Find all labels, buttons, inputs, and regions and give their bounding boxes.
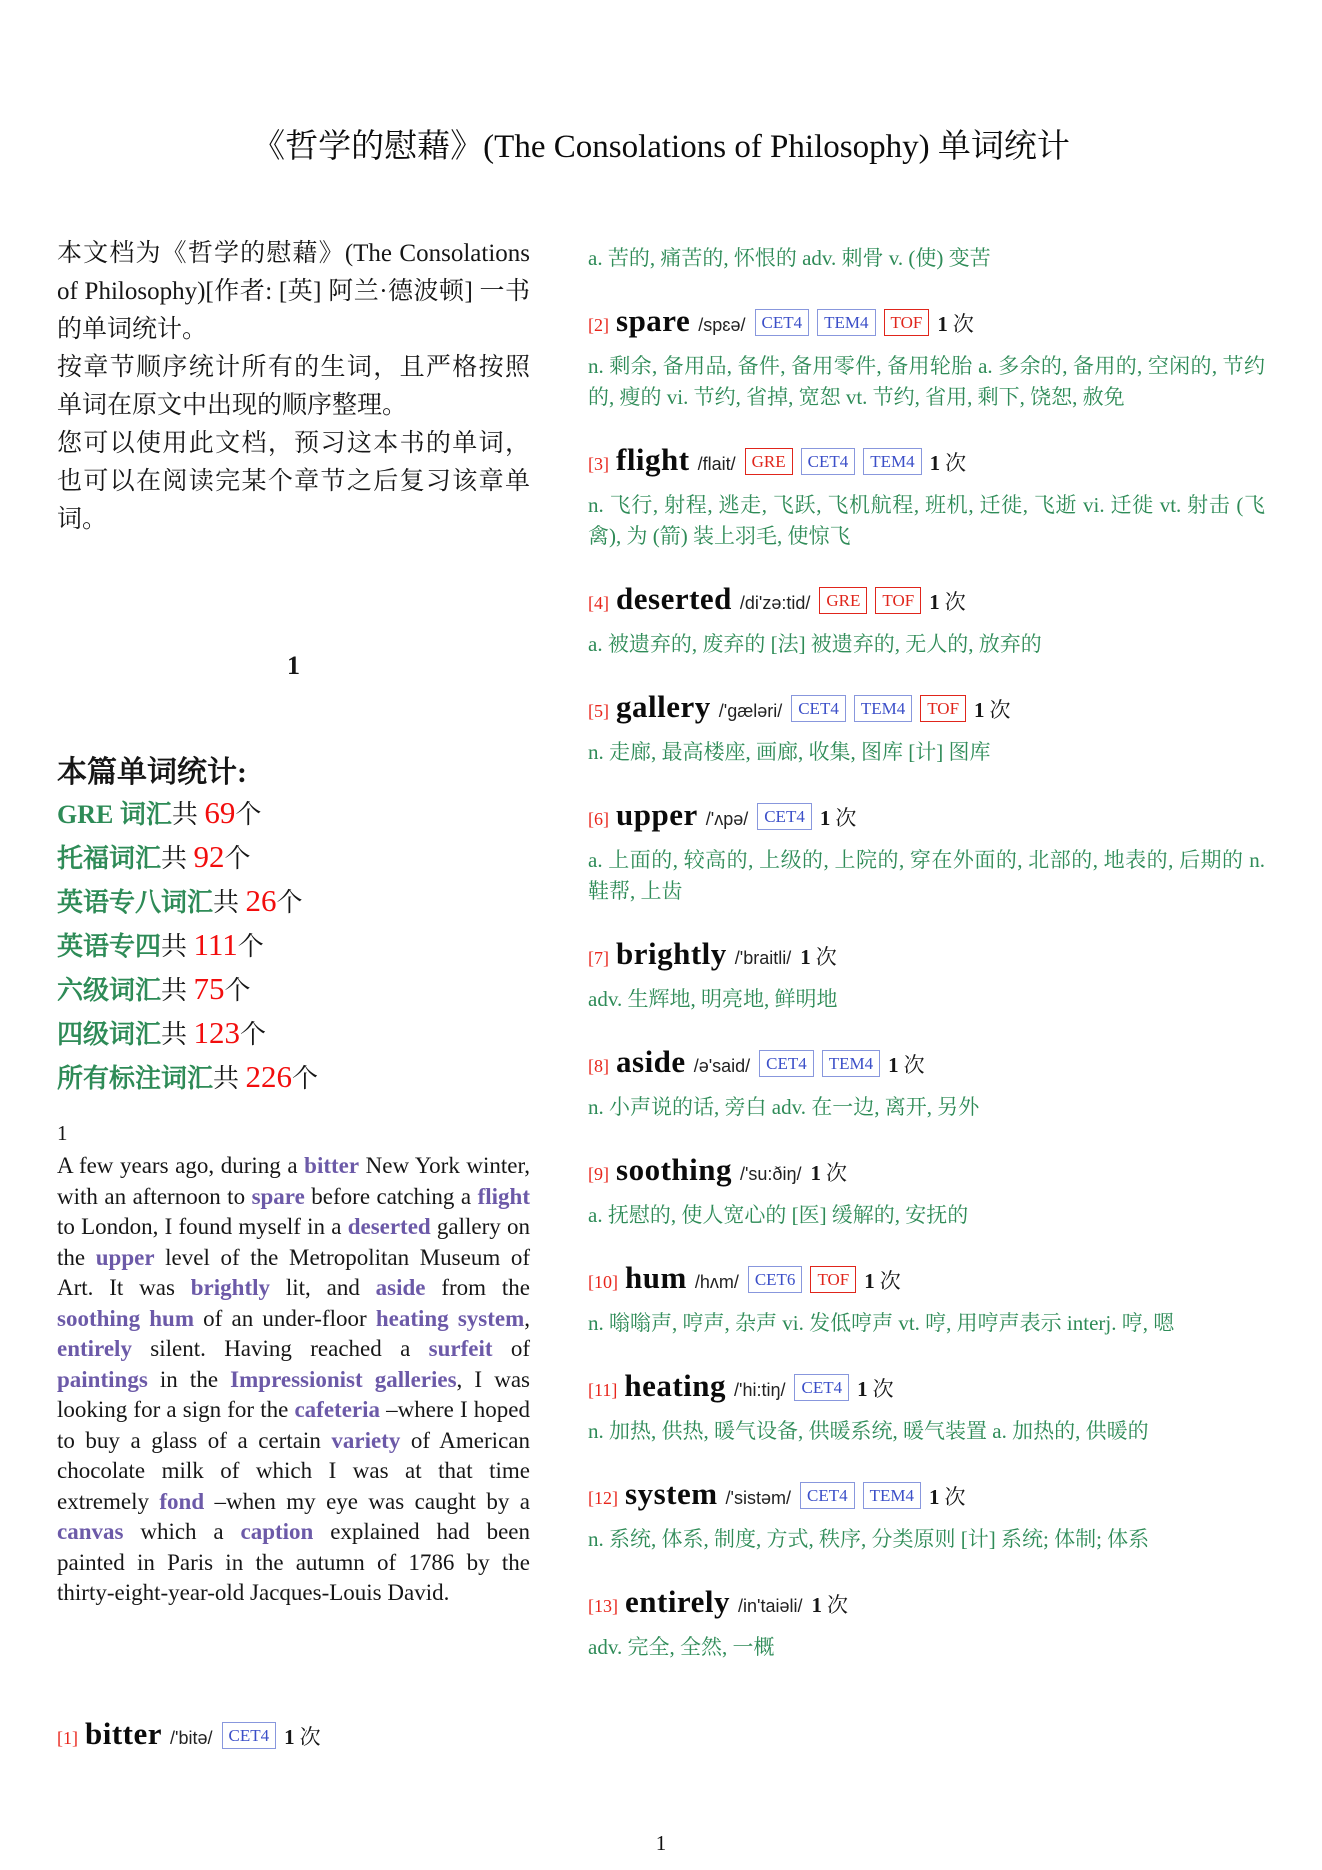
stat-row — [57, 835, 530, 879]
intro-paragraph: 按章节顺序统计所有的生词，且严格按照单词在原文中出现的顺序整理。 — [57, 354, 530, 419]
entry-frequency: 1 — [937, 312, 948, 336]
entry-index: [9] — [588, 1164, 609, 1184]
highlighted-word: variety — [331, 1427, 401, 1453]
highlighted-word: Impressionist galleries — [230, 1366, 457, 1392]
entry-frequency: 1 — [974, 698, 985, 722]
exam-badge-tof: TOF — [810, 1266, 856, 1293]
exam-badge-cet4: CET4 — [794, 1374, 849, 1401]
entry-pronunciation: /flait/ — [697, 454, 736, 474]
stat-row — [57, 879, 530, 923]
paragraph-text: before catching a — [304, 1183, 478, 1209]
entry-headline — [588, 686, 1265, 734]
entry-headline — [588, 300, 1265, 348]
stat-unit: 个 — [276, 888, 303, 917]
stat-unit: 个 — [237, 932, 264, 961]
entry-definition: n. 飞行, 射程, 逃走, 飞跃, 飞机航程, 班机, 迁徙, 飞逝 vi. 迁徙 vt. 射击 (飞禽), 为 (箭) 装上羽毛, 使惊飞 — [588, 493, 1265, 548]
entry-frequency-unit: 次 — [879, 1269, 901, 1293]
highlighted-word: bitter — [304, 1153, 360, 1178]
entry-headword: soothing — [616, 1152, 732, 1187]
stat-unit: 个 — [224, 844, 251, 873]
stat-count: 92 — [193, 839, 225, 874]
page-number: 1 — [655, 1831, 667, 1855]
stat-count: 69 — [204, 795, 236, 830]
stat-count: 26 — [245, 883, 277, 918]
stat-conjunction: 共 — [171, 800, 205, 829]
highlighted-word: surfeit — [428, 1336, 493, 1361]
entry-index: [8] — [588, 1056, 609, 1076]
entry-definition: n. 小声说的话, 旁白 adv. 在一边, 离开, 另外 — [588, 1095, 980, 1119]
entry-index: [2] — [588, 315, 609, 335]
paragraph-text: of — [492, 1336, 530, 1361]
entry-pronunciation: /'hi:tiŋ/ — [734, 1380, 786, 1400]
entry-frequency: 1 — [284, 1724, 295, 1749]
exam-badge-tem4: TEM4 — [863, 1482, 921, 1509]
exam-badge-tem4: TEM4 — [863, 448, 921, 475]
entry-index: [1] — [57, 1727, 78, 1748]
entry-definition: adv. 完全, 全然, 一概 — [588, 1635, 775, 1659]
entry-frequency: 1 — [888, 1053, 899, 1077]
entry-frequency-unit: 次 — [944, 590, 966, 614]
entry-frequency: 1 — [819, 806, 831, 830]
stat-row — [57, 923, 530, 967]
stats-list — [57, 791, 530, 1099]
entry-index: [4] — [588, 593, 609, 613]
stat-count: 111 — [193, 927, 238, 962]
paragraph-text: silent. Having reached a — [131, 1336, 429, 1361]
entry-headline — [588, 794, 1265, 842]
entry-headword: upper — [616, 797, 698, 832]
entry-index: [7] — [588, 948, 609, 968]
entry-headword: brightly — [616, 936, 727, 971]
entry-frequency-unit: 次 — [825, 1161, 847, 1185]
highlighted-word: paintings — [57, 1366, 148, 1392]
entry-frequency-unit: 次 — [903, 1053, 925, 1077]
paragraph-text: in the — [147, 1366, 231, 1392]
entry-headword: flight — [616, 442, 690, 477]
stat-conjunction: 共 — [213, 1064, 246, 1093]
stat-count: 75 — [193, 971, 225, 1006]
paragraph-text: level of the Metropolitan Museum of Art. It was — [57, 1244, 530, 1300]
word-entry — [588, 1581, 1265, 1663]
entry-index: [3] — [588, 454, 609, 474]
right-column — [588, 235, 1265, 1761]
entry-headline — [588, 933, 1265, 981]
exam-badge-cet6: CET6 — [748, 1266, 803, 1293]
entry-definition: n. 系统, 体系, 制度, 方式, 秩序, 分类原则 [计] 系统; 体制; 体系 — [588, 1527, 1150, 1551]
word-entry — [588, 1149, 1265, 1231]
entry-definition: n. 嗡嗡声, 哼声, 杂声 vi. 发低哼声 vt. 哼, 用哼声表示 interj. 哼, 嗯 — [588, 1311, 1175, 1335]
entry-pronunciation: /hʌm/ — [694, 1272, 739, 1292]
entry-pronunciation: /di'zə:tid/ — [739, 593, 811, 613]
stats-heading: 本篇单词统计: — [57, 756, 247, 789]
exam-badge-gre: GRE — [819, 587, 867, 614]
highlighted-word: canvas — [57, 1519, 124, 1544]
entry-headline — [57, 1713, 530, 1761]
paragraph-text: to London, I found myself in a — [57, 1214, 348, 1239]
highlighted-word: brightly — [190, 1275, 270, 1300]
highlighted-word: entirely — [57, 1336, 132, 1361]
stat-row — [57, 967, 530, 1011]
exam-badge-cet4: CET4 — [801, 448, 856, 475]
entry-pronunciation: /'sistəm/ — [725, 1488, 791, 1508]
entry-frequency-unit: 次 — [826, 1593, 848, 1617]
entry-frequency-unit: 次 — [989, 698, 1011, 722]
source-paragraph — [57, 1151, 530, 1609]
entry-frequency-unit: 次 — [952, 312, 974, 336]
entry-headline — [588, 578, 1265, 626]
entry-headword: gallery — [616, 689, 711, 724]
entry-frequency: 1 — [929, 451, 941, 475]
entry-headword: entirely — [625, 1584, 731, 1619]
entry-pronunciation: /'braitli/ — [734, 948, 792, 968]
entry-headword: deserted — [616, 581, 732, 616]
entry-headline — [588, 1149, 1265, 1197]
entry-index: [6] — [588, 809, 609, 829]
stat-row — [57, 1011, 530, 1055]
paragraph-text: gallery on the — [57, 1214, 530, 1270]
entry-frequency-unit: 次 — [872, 1377, 894, 1401]
intro-paragraph: 本文档为《哲学的慰藉》(The Consolations of Philosophy)[作者: [英] 阿兰·德波顿] 一书的单词统计。 — [57, 240, 530, 343]
exam-badge-tof: TOF — [875, 587, 921, 614]
exam-badge-gre: GRE — [745, 448, 793, 475]
word-entry — [588, 1257, 1265, 1339]
entry-headline — [588, 439, 1265, 487]
stat-count: 123 — [193, 1015, 241, 1050]
entry-definition: a. 上面的, 较高的, 上级的, 上院的, 穿在外面的, 北部的, 地表的, 后期的 n. 鞋帮, 上齿 — [588, 848, 1265, 903]
entry-index: [12] — [588, 1488, 618, 1508]
entry-headline — [588, 1041, 1265, 1089]
entry-frequency: 1 — [857, 1377, 868, 1401]
entry-headline — [588, 1257, 1265, 1305]
stat-row — [57, 1055, 530, 1099]
highlighted-word: cafeteria — [294, 1397, 380, 1422]
entry-index: [10] — [588, 1272, 618, 1292]
word-entry — [588, 578, 1265, 660]
entry-pronunciation: /'ʌpə/ — [705, 809, 749, 829]
word-entry — [588, 794, 1265, 907]
entries-list — [588, 243, 1265, 1663]
entry-index: [5] — [588, 701, 609, 721]
highlighted-word: heating system — [375, 1305, 525, 1331]
stat-label: 四级词汇 — [57, 1020, 162, 1049]
highlighted-word: caption — [240, 1519, 314, 1544]
entry-headword: spare — [616, 303, 691, 338]
exam-badge-tof: TOF — [884, 309, 930, 336]
entry-frequency: 1 — [800, 945, 811, 969]
entry-headword: hum — [625, 1260, 687, 1295]
word-entry — [588, 439, 1265, 552]
paragraph-text: , I was looking for a sign for the — [57, 1366, 530, 1422]
entry-pronunciation: /spɛə/ — [698, 315, 746, 335]
paragraph-text: of American chocolate milk of which I was at that time extremely — [57, 1427, 530, 1514]
paragraph-text: –when my eye was caught by a — [204, 1488, 530, 1514]
stat-conjunction: 共 — [161, 976, 194, 1005]
stat-count: 226 — [245, 1059, 293, 1094]
entry-frequency: 1 — [811, 1593, 822, 1617]
highlighted-word: deserted — [347, 1214, 431, 1239]
paragraph-text: lit, and — [270, 1275, 376, 1300]
entry-frequency: 1 — [929, 1485, 940, 1509]
word-entry — [588, 686, 1265, 768]
highlighted-word: upper — [95, 1244, 155, 1270]
stat-label: 六级词汇 — [57, 976, 162, 1005]
stat-row — [57, 791, 530, 835]
stat-conjunction: 共 — [213, 888, 246, 917]
entry-definition: a. 苦的, 痛苦的, 怀恨的 adv. 刺骨 v. (使) 变苦 — [588, 246, 991, 270]
entry-headword: bitter — [85, 1715, 163, 1751]
highlighted-word: flight — [477, 1183, 530, 1209]
entry-1-headline-container — [57, 1713, 530, 1761]
exam-badge-cet4: CET4 — [800, 1482, 855, 1509]
paragraph-number: 1 — [57, 1121, 68, 1145]
exam-badge-cet4: CET4 — [757, 803, 812, 830]
paragraph-text: of an under-floor — [194, 1305, 376, 1331]
paragraph-text: –where I hoped to buy a glass of a certain — [57, 1397, 530, 1453]
paragraph-text: from the — [425, 1275, 530, 1300]
entry-index: [13] — [588, 1596, 618, 1616]
highlighted-word: aside — [375, 1275, 426, 1300]
page-title: 《哲学的慰藉》(The Consolations of Philosophy) 单词统计 — [252, 129, 1070, 165]
left-column — [57, 235, 530, 1761]
intro-block — [57, 235, 530, 539]
entry-index: [11] — [588, 1380, 618, 1400]
exam-badge-cet4: CET4 — [791, 695, 846, 722]
entry-pronunciation: /'gæləri/ — [718, 701, 783, 721]
entry-frequency-unit: 次 — [944, 1485, 966, 1509]
entry-pronunciation: /'bitə/ — [170, 1727, 213, 1748]
entry-definition: n. 剩余, 备用品, 备件, 备用零件, 备用轮胎 a. 多余的, 备用的, 空闲的, 节约的, 瘦的 vi. 节约, 省掉, 宽恕 vt. 节约, 省用, 剩下, 饶恕, 赦免 — [588, 354, 1265, 409]
stat-unit: 个 — [240, 1020, 267, 1049]
stat-conjunction: 共 — [161, 932, 194, 961]
highlighted-word: spare — [251, 1183, 305, 1209]
paragraph-text: A few years ago, during a — [57, 1153, 305, 1178]
paragraph-text: , — [524, 1305, 530, 1331]
entry-pronunciation: /in'taiəli/ — [738, 1596, 803, 1616]
stat-conjunction: 共 — [161, 1020, 194, 1049]
entry-frequency: 1 — [864, 1269, 875, 1293]
word-entry — [588, 1041, 1265, 1123]
stat-label: GRE 词汇 — [57, 800, 172, 829]
stat-unit: 个 — [292, 1064, 319, 1093]
entry-frequency-unit: 次 — [815, 945, 837, 969]
stat-conjunction: 共 — [161, 844, 194, 873]
chapter-heading: 1 — [287, 651, 300, 680]
stat-label: 所有标注词汇 — [57, 1064, 214, 1093]
entry-pronunciation: /ə'said/ — [693, 1056, 751, 1076]
exam-badge-tem4: TEM4 — [817, 309, 875, 336]
entry-headword: heating — [624, 1368, 727, 1403]
entry-frequency-unit: 次 — [945, 451, 967, 475]
entry-definition: adv. 生辉地, 明亮地, 鲜明地 — [588, 987, 838, 1011]
word-entry — [588, 933, 1265, 1015]
intro-paragraph: 您可以使用此文档，预习这本书的单词，也可以在阅读完某个章节之后复习该章单词。 — [57, 430, 530, 533]
two-column-layout — [57, 235, 1265, 1761]
entry-frequency-unit: 次 — [299, 1724, 321, 1749]
word-entry — [588, 1473, 1265, 1555]
entry-headline — [588, 1581, 1265, 1629]
exam-badge-tem4: TEM4 — [854, 695, 912, 722]
stat-unit: 个 — [235, 800, 262, 829]
highlighted-word: soothing hum — [57, 1305, 194, 1331]
exam-badge-cet4: CET4 — [222, 1722, 277, 1749]
entry-frequency: 1 — [810, 1161, 821, 1185]
exam-badge-tof: TOF — [920, 695, 966, 722]
exam-badge-cet4: CET4 — [755, 309, 810, 336]
word-entry — [588, 300, 1265, 413]
stat-label: 英语专八词汇 — [57, 888, 214, 917]
entry-definition: a. 抚慰的, 使人宽心的 [医] 缓解的, 安抚的 — [588, 1203, 969, 1227]
paragraph-text: explained had been painted in Paris in the autumn of 1786 by the thirty-eight-year-old Jacques-Louis David. — [57, 1519, 530, 1605]
stat-label: 托福词汇 — [57, 844, 162, 873]
stat-label: 英语专四 — [57, 932, 162, 961]
entry-headword: system — [625, 1476, 718, 1511]
entry-pronunciation: /'su:ðiŋ/ — [739, 1164, 802, 1184]
entry-headline — [588, 1365, 1265, 1413]
entry-frequency: 1 — [929, 590, 940, 614]
word-entry — [588, 1365, 1265, 1447]
exam-badge-tem4: TEM4 — [822, 1050, 880, 1077]
entry-headword: aside — [616, 1044, 686, 1079]
highlighted-word: fond — [159, 1488, 205, 1514]
stat-unit: 个 — [224, 976, 251, 1005]
entry-definition: n. 走廊, 最高楼座, 画廊, 收集, 图库 [计] 图库 — [588, 740, 991, 764]
exam-badge-cet4: CET4 — [759, 1050, 814, 1077]
entry-frequency-unit: 次 — [835, 806, 857, 830]
entry-definition: n. 加热, 供热, 暖气设备, 供暖系统, 暖气装置 a. 加热的, 供暖的 — [588, 1419, 1149, 1443]
paragraph-text: New York winter, with an afternoon to — [57, 1153, 530, 1209]
entry-headline — [588, 1473, 1265, 1521]
entry-definition: a. 被遗弃的, 废弃的 [法] 被遗弃的, 无人的, 放弃的 — [588, 632, 1042, 656]
paragraph-text: which a — [123, 1519, 241, 1544]
